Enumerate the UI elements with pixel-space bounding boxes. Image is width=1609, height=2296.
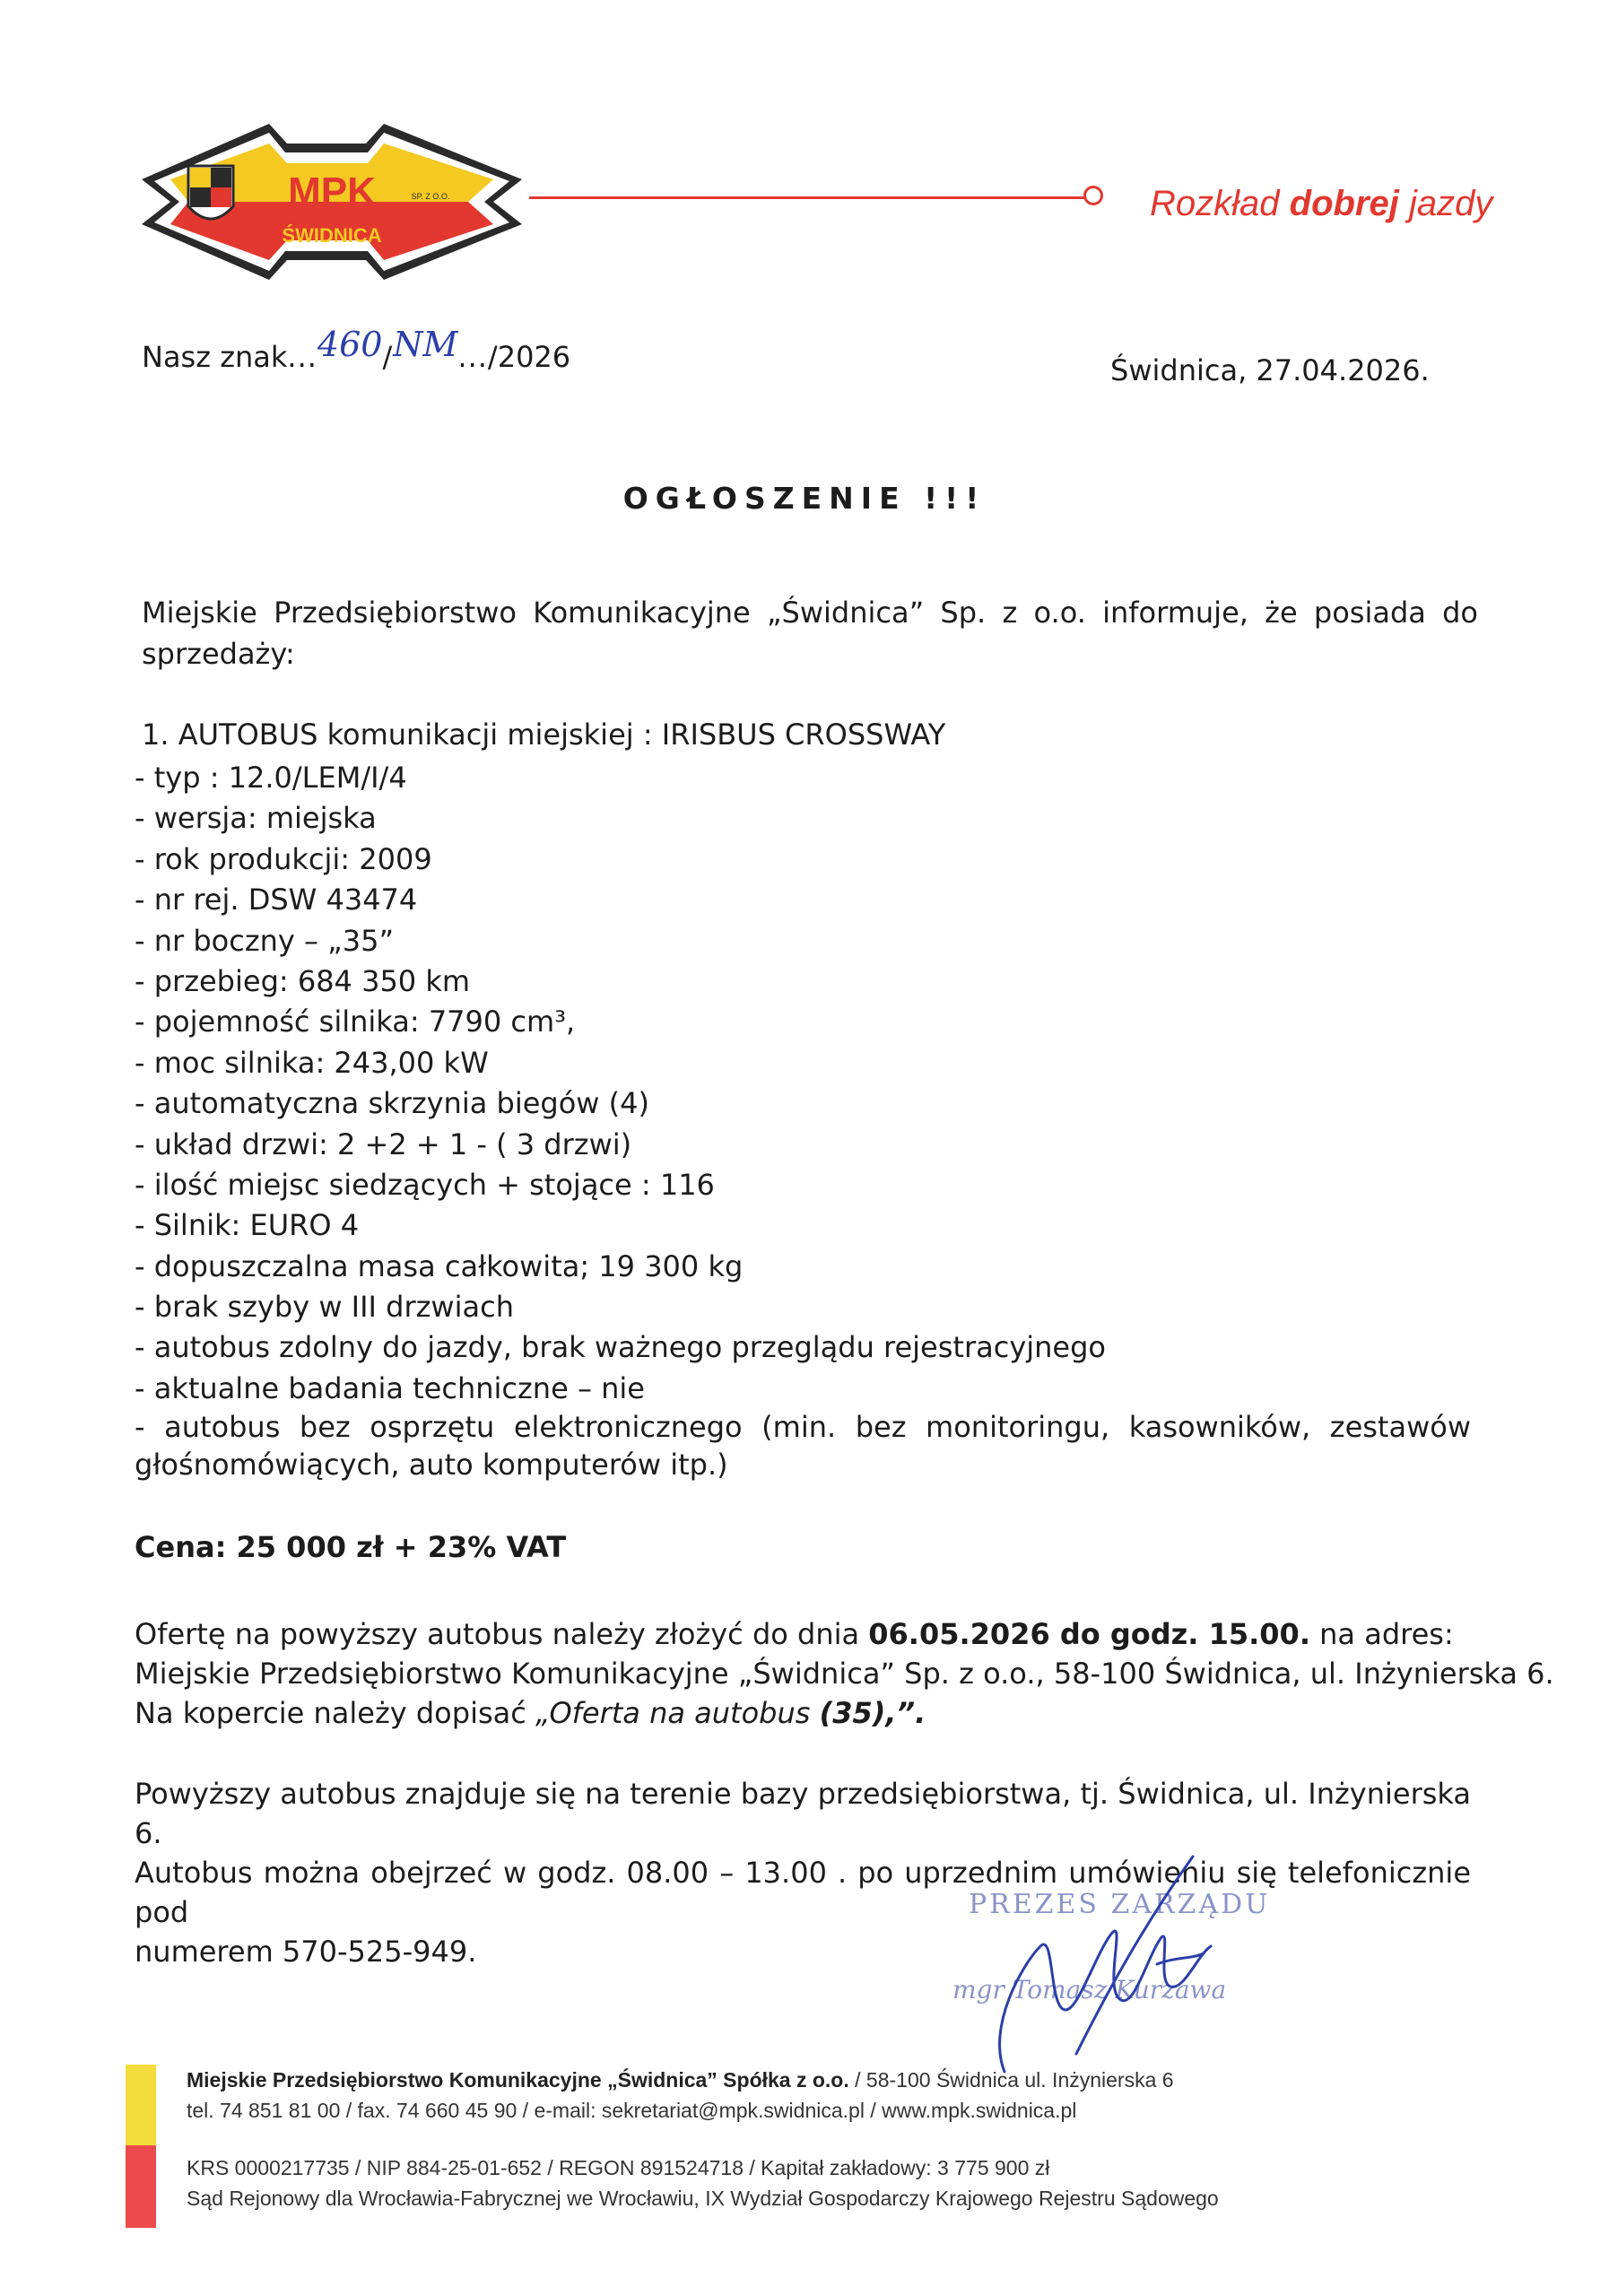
signature-icon bbox=[969, 1848, 1256, 2081]
footer-red-bar bbox=[126, 2145, 156, 2228]
mpk-logo bbox=[135, 117, 529, 287]
spec-item: - Silnik: EURO 4 bbox=[135, 1208, 360, 1243]
document-title: OGŁOSZENIE !!! bbox=[622, 481, 987, 516]
spec-item: - przebieg: 684 350 km bbox=[135, 963, 471, 998]
spec-item: - autobus zdolny do jazdy, brak ważnego przeglądu rejestracyjnego bbox=[135, 1330, 1106, 1365]
document-date: Świdnica, 27.04.2026. bbox=[1110, 353, 1430, 387]
reference-handwritten-number: 460 bbox=[317, 325, 383, 364]
logo-name: MPK bbox=[288, 170, 376, 213]
reference-handwritten-initials: NM bbox=[393, 325, 458, 364]
spec-item: - rok produkcji: 2009 bbox=[135, 841, 432, 876]
spec-item: - wersja: miejska bbox=[135, 801, 377, 836]
spec-item: - ilość miejsc siedzących + stojące : 116 bbox=[135, 1167, 715, 1202]
spec-item: - automatyczna skrzynia biegów (4) bbox=[135, 1086, 649, 1121]
header-line-dot bbox=[1083, 186, 1103, 205]
spec-list bbox=[135, 758, 1106, 1409]
spec-item: - typ : 12.0/LEM/I/4 bbox=[135, 761, 407, 795]
price: Cena: 25 000 zł + 23% VAT bbox=[135, 1530, 567, 1564]
stamp-title: PREZES ZARZĄDU bbox=[969, 1889, 1271, 1920]
spec-item: - układ drzwi: 2 +2 + 1 - ( 3 drzwi) bbox=[135, 1126, 632, 1161]
reference-number: Nasz znak...460/NM.../2026 bbox=[142, 325, 571, 374]
spec-item-electronics: - autobus bez osprzętu elektronicznego (min. bez monitoringu, kasowników, zestawów głośnomówiących, auto komputerów itp.) bbox=[135, 1410, 1471, 1482]
spec-item: - dopuszczalna masa całkowita; 19 300 kg bbox=[135, 1248, 744, 1283]
stamp-name: mgr Tomasz Kurzawa bbox=[952, 1975, 1227, 2005]
footer-contact: tel. 74 851 81 00 / fax. 74 660 45 90 / e-mail: sekretariat@mpk.swidnica.pl / www.mpk.swidnica.pl bbox=[187, 2099, 1077, 2122]
location-paragraph: Powyższy autobus znajduje się na terenie bazy przedsiębiorstwa, tj. Świdnica, ul. Inżynierska 6. Autobus można obejrzeć w godz. 08.00 – 13.00 . po uprzednim umówieniu się telefonicznie pod numerem 570-525-949. bbox=[135, 1777, 1471, 1969]
spec-heading: 1. AUTOBUS komunikacji miejskiej : IRISBUS CROSSWAY bbox=[142, 718, 946, 752]
offer-deadline: 06.05.2026 do godz. 15.00. bbox=[868, 1617, 1310, 1651]
offer-paragraph: Ofertę na powyższy autobus należy złożyć do dnia 06.05.2026 do godz. 15.00. na adres: Miejskie Przedsiębiorstwo Komunikacyjne „Świdnica” Sp. z o.o., 58-100 Świdnica, ul. Inżynierska 6. Na kopercie należy dopisać „Oferta na autobus (35),”. bbox=[135, 1617, 1554, 1730]
footer-yellow-bar bbox=[126, 2065, 156, 2145]
spec-item: - nr boczny – „35” bbox=[135, 923, 395, 958]
spec-item: - moc silnika: 243,00 kW bbox=[135, 1045, 489, 1080]
coat-of-arms-icon bbox=[188, 166, 233, 219]
logo-city: ŚWIDNICA bbox=[282, 224, 382, 247]
intro-paragraph: Miejskie Przedsiębiorstwo Komunikacyjne „Świdnica” Sp. z o.o. informuje, że posiada do sprzedaży: bbox=[142, 596, 1478, 671]
header-line bbox=[529, 196, 1085, 199]
footer-registry: KRS 0000217735 / NIP 884-25-01-652 / REGON 891524718 / Kapitał zakładowy: 3 775 900 zł bbox=[187, 2156, 1050, 2179]
spec-item: - pojemność silnika: 7790 cm³, bbox=[135, 1004, 576, 1039]
spec-item: - brak szyby w III drzwiach bbox=[135, 1290, 514, 1325]
tagline: Rozkład dobrej jazdy bbox=[1150, 184, 1493, 223]
spec-item: - nr rej. DSW 43474 bbox=[135, 883, 418, 918]
footer-court: Sąd Rejonowy dla Wrocławia-Fabrycznej we Wrocławiu, IX Wydział Gospodarczy Krajowego Rejestru Sądowego bbox=[187, 2187, 1219, 2210]
spec-item: - aktualne badania techniczne – nie bbox=[135, 1370, 645, 1405]
footer-company: Miejskie Przedsiębiorstwo Komunikacyjne „Świdnica” Spółka z o.o. / 58-100 Świdnica ul. Inżynierska 6 bbox=[187, 2068, 1174, 2092]
logo-suffix: SP. Z O.O. bbox=[411, 192, 450, 201]
